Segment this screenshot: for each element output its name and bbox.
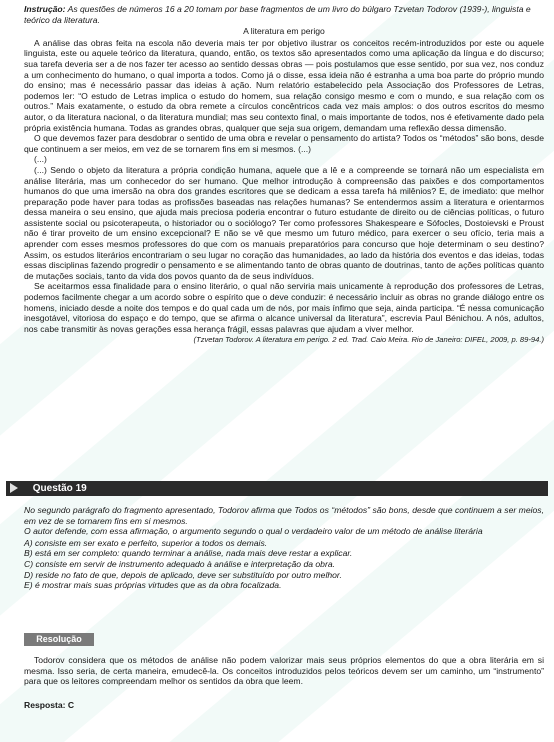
- paragraph-3: (...) Sendo o objeto da literatura a própria condição humana, aquele que a lê e a compreende se tornará não um especialista em análise literária, mas um conhecedor do ser humano. Que melhor introdução à compreensão das paixões e dos comportamentos humanos do que uma imersão na obra dos grandes escritores que se dedicam a essa tarefa há milênios? E, de imediato: que melhor preparação pode haver para todas as profissões baseadas nas relações humanas? Se entendermos assim a literatura e orientarmos dessa maneira o seu ensino, que ajuda mais preciosa poderia encontrar o futuro estudante de direito ou de ciências políticas, o futuro assistente social ou psicoterapeuta, o historiador ou o sociólogo? Ter como professores Shakespeare e Sófocles, Dostoievski e Proust não é tirar proveito de um ensino excepcional? E não se vê que mesmo um futuro médico, para exercer o seu ofício, teria mais a aprender com esses mesmos professores do que com os manuais preparatórios para concurso que hoje determinam o seu destino? Assim, os estudos literários encontrariam o seu lugar no coração das humanidades, ao lado da história dos eventos e das ideias, todas essas disciplinas fazendo progredir o pensamento e se alimentando tanto de obras quanto de doutrinas, tanto de ações políticas quanto de mutações sociais, tanto da vida dos povos quanto da de seus indivíduos.: [24, 164, 544, 281]
- text-passage: [24, 4, 544, 346]
- instruction-text: As questões de números 16 a 20 tomam por base fragmentos de um livro do búlgaro Tzvetan Todorov (1939-), linguista e teórico da literatura.: [24, 4, 531, 25]
- resolution-body: [24, 655, 544, 687]
- instruction-prefix: Instrução:: [24, 4, 66, 14]
- paragraph-1: A análise das obras feita na escola não deveria mais ter por objetivo ilustrar os conceitos recém-introduzidos por este ou aquele linguista, este ou aquele teórico da literatura, quando, então, os textos são apresentados como uma aplicação da língua e do discurso; sua tarefa deveria ser a de nos fazer ter acesso ao sentido dessas obras — pois postulamos que esse sentido, por sua vez, nos conduz a um conhecimento do humano, o qual importa a todos. Como já o disse, essa ideia não é estranha a uma boa parte do próprio mundo do ensino; mas é necessário passar das ideias à ação. Num relatório estabelecido pela Associação dos Professores de Letras, podemos ler: “O estudo de Letras implica o estudo do homem, sua relação consigo mesmo e com o mundo, e sua relação com os outros.” Mais exatamente, o estudo da obra remete a círculos concêntricos cada vez mais amplos: o dos outros escritos do mesmo autor, o da literatura nacional, o da literatura mundial; mas seu contexto final, o mais importante de todos, nos é efetivamente dado pela própria existência humana. Todas as grandes obras, qualquer que seja sua origem, demandam uma reflexão dessa dimensão.: [24, 37, 544, 133]
- play-arrow-icon: [10, 483, 18, 493]
- question-stem-2: O autor defende, com essa afirmação, o argumento segundo o qual o verdadeiro valor de um método de análise literária: [24, 526, 483, 537]
- ellipsis-marker: (...): [34, 154, 47, 165]
- resolution-text: Todorov considera que os métodos de análise não podem valorizar mais seus próprios elementos do que a obra literária em si mesma. Isso seria, de certa maneira, emudecê-la. Os conceitos introduzidos pelos teóricos devem ser um caminho, um “instrumento” para que os leitores compreendam melhor os sentidos da obra que leem.: [24, 655, 544, 687]
- citation: (Tzvetan Todorov. A literatura em perigo. 2 ed. Trad. Caio Meira. Rio de Janeiro: DIFEL, 2009, p. 89-94.): [193, 335, 544, 345]
- article-title: A literatura em perigo: [243, 26, 325, 37]
- option-c: C) consiste em servir de instrumento adequado à análise e interpretação da obra.: [24, 558, 335, 569]
- option-a: A) consiste em ser exato e perfeito, superior a todos os demais.: [24, 537, 268, 548]
- option-b: B) está em ser completo: quando terminar a análise, nada mais deve restar a explicar.: [24, 548, 353, 559]
- option-e: E) é mostrar mais suas próprias virtudes que as da obra focalizada.: [24, 580, 282, 591]
- question-title: Questão 19: [32, 483, 87, 494]
- paragraph-4: Se aceitarmos essa finalidade para o ensino literário, o qual não serviria mais unicamente à reprodução dos professores de Letras, podemos facilmente chegar a um acordo sobre o espírito que o deve conduzir: é necessário incluir as obras no grande diálogo entre os homens, iniciado desde a noite dos tempos e do qual cada um de nós, por mais ínfimo que seja, ainda participa. “É nessa comunicação inesgotável, vitoriosa do espaço e do tempo, que se afirma o alcance universal da literatura”, escrevia Paul Bénichou. A nós, adultos, nos cabe transmitir às novas gerações essa herança frágil, essas palavras que ajudam a viver melhor.: [24, 281, 544, 334]
- answer-key: Resposta: C: [24, 700, 75, 710]
- option-d: D) reside no fato de que, depois de aplicado, deve ser substituído por outro melhor.: [24, 569, 342, 580]
- paragraph-2: O que devemos fazer para desdobrar o sentido de uma obra e revelar o pensamento do artista? Todos os “métodos” são bons, desde que continuem a ser meios, em vez de se tornarem fins em si mesmos. (...): [24, 133, 544, 154]
- question-stem-1: No segundo parágrafo do fragmento apresentado, Todorov afirma que Todos os “métodos” são bons, desde que continuem a ser meios, em vez de se tornarem fins em si mesmos.: [24, 505, 544, 526]
- instruction: [24, 4, 544, 25]
- question-header-bar: [6, 481, 548, 496]
- resolution-label: Resolução: [24, 633, 94, 646]
- question-body: [24, 505, 544, 591]
- answer-options: [24, 538, 544, 591]
